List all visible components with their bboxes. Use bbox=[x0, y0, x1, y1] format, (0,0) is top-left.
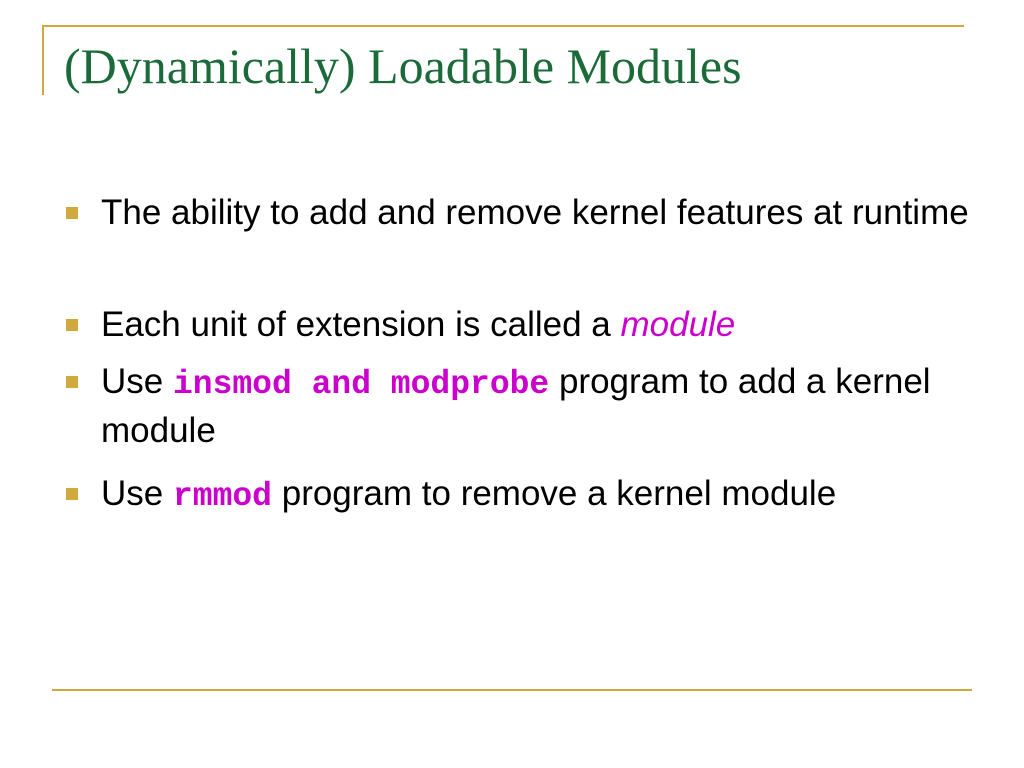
bullet-text: The ability to add and remove kernel features at runtime bbox=[101, 193, 969, 232]
square-bullet-icon bbox=[66, 488, 78, 500]
frame-bottom-rule bbox=[52, 689, 972, 691]
bullet-item bbox=[101, 359, 981, 454]
bullet-item bbox=[101, 302, 981, 348]
bullet-text: program to add a kernel module bbox=[101, 362, 931, 450]
bullet-text: Each unit of extension is called a bbox=[101, 305, 621, 344]
code-command: rmmod bbox=[172, 478, 272, 515]
bullet-item bbox=[101, 471, 981, 520]
slide-title: (Dynamically) Loadable Modules bbox=[64, 38, 742, 94]
code-command: insmod and modprobe bbox=[172, 366, 550, 403]
square-bullet-icon bbox=[66, 207, 78, 219]
bullet-text: program to remove a kernel module bbox=[272, 474, 837, 513]
bullet-text: Use bbox=[101, 362, 173, 401]
frame-left-rule bbox=[42, 25, 44, 95]
emphasis-term: module bbox=[620, 305, 736, 344]
bullet-text: Use bbox=[101, 474, 173, 513]
frame-top-rule bbox=[42, 25, 964, 27]
square-bullet-icon bbox=[66, 376, 78, 388]
square-bullet-icon bbox=[66, 319, 78, 331]
bullet-item bbox=[101, 190, 981, 236]
